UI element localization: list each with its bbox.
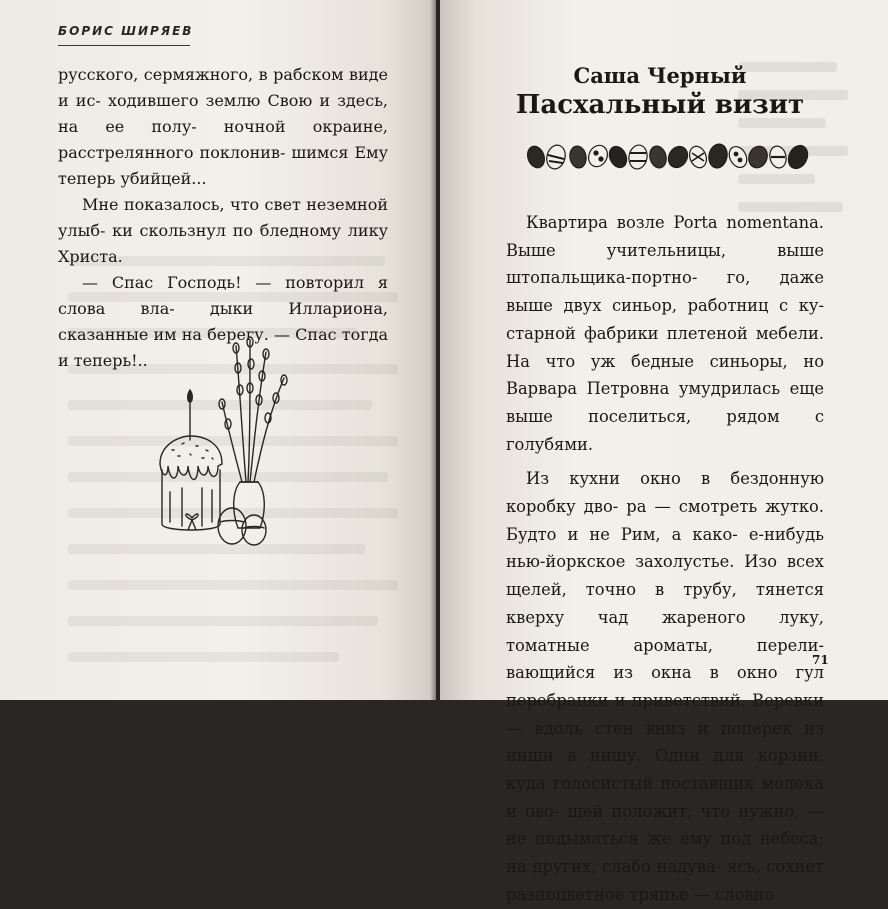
- header-rule: [58, 45, 190, 46]
- easter-eggs-ornament: [526, 139, 816, 173]
- page-number: 71: [812, 653, 829, 667]
- running-header: БОРИС ШИРЯЕВ: [58, 24, 194, 38]
- left-page: [0, 0, 436, 700]
- author-name: Саша Черный: [573, 63, 747, 88]
- paragraph: Квартира возле Porta nomentana. Выше учительницы, выше штопальщика-портно- го, даже выше двух синьор, работниц с ку- старной фабрики плетеной мебели. На что уж бедные синьоры, но Варвара Петровна умудрилась еще выше поселиться, рядом с голубями.: [506, 213, 824, 454]
- left-page-text: [58, 62, 388, 374]
- easter-cake-eggs-willow-illustration: [150, 332, 300, 548]
- right-page-text: [506, 209, 824, 909]
- paragraph: — Спас Господь! — повторил я слова вла- дыки Иллариона, сказанные им на берегу. — Спас тогда и теперь!..: [58, 273, 389, 370]
- chapter-title: Пасхальный визит: [515, 90, 805, 120]
- paragraph: Из кухни окно в бездонную коробку дво- ра — смотреть жутко. Будто и не Рим, а како- е-нибудь нью-йоркское захолустье. Изо всех щелей, точно в трубу, тянется кверху чад жареного луку, томатные ароматы, перели- вающийся из окна в окно гул перебранки и приветствий. Веревки — вдоль стен вниз и поперек из ниши в нишу. Одни для корзин, куда голосистый поставщик молока и ово- щей положит, что нужно, — не подыматься же ему под небеса; на других, слабо надува- ясь, сохнет разноцветное тряпье — словно: [506, 469, 824, 904]
- paragraph: Мне показалось, что свет неземной улыб- ки скользнул по бледному лику Христа.: [58, 195, 388, 266]
- paragraph: русского, сермяжного, в рабском виде и ис- ходившего землю Свою и здесь, на ее полу- ночной окраине, расстрелянного поклонив- шимся Ему теперь убийцей...: [58, 65, 388, 188]
